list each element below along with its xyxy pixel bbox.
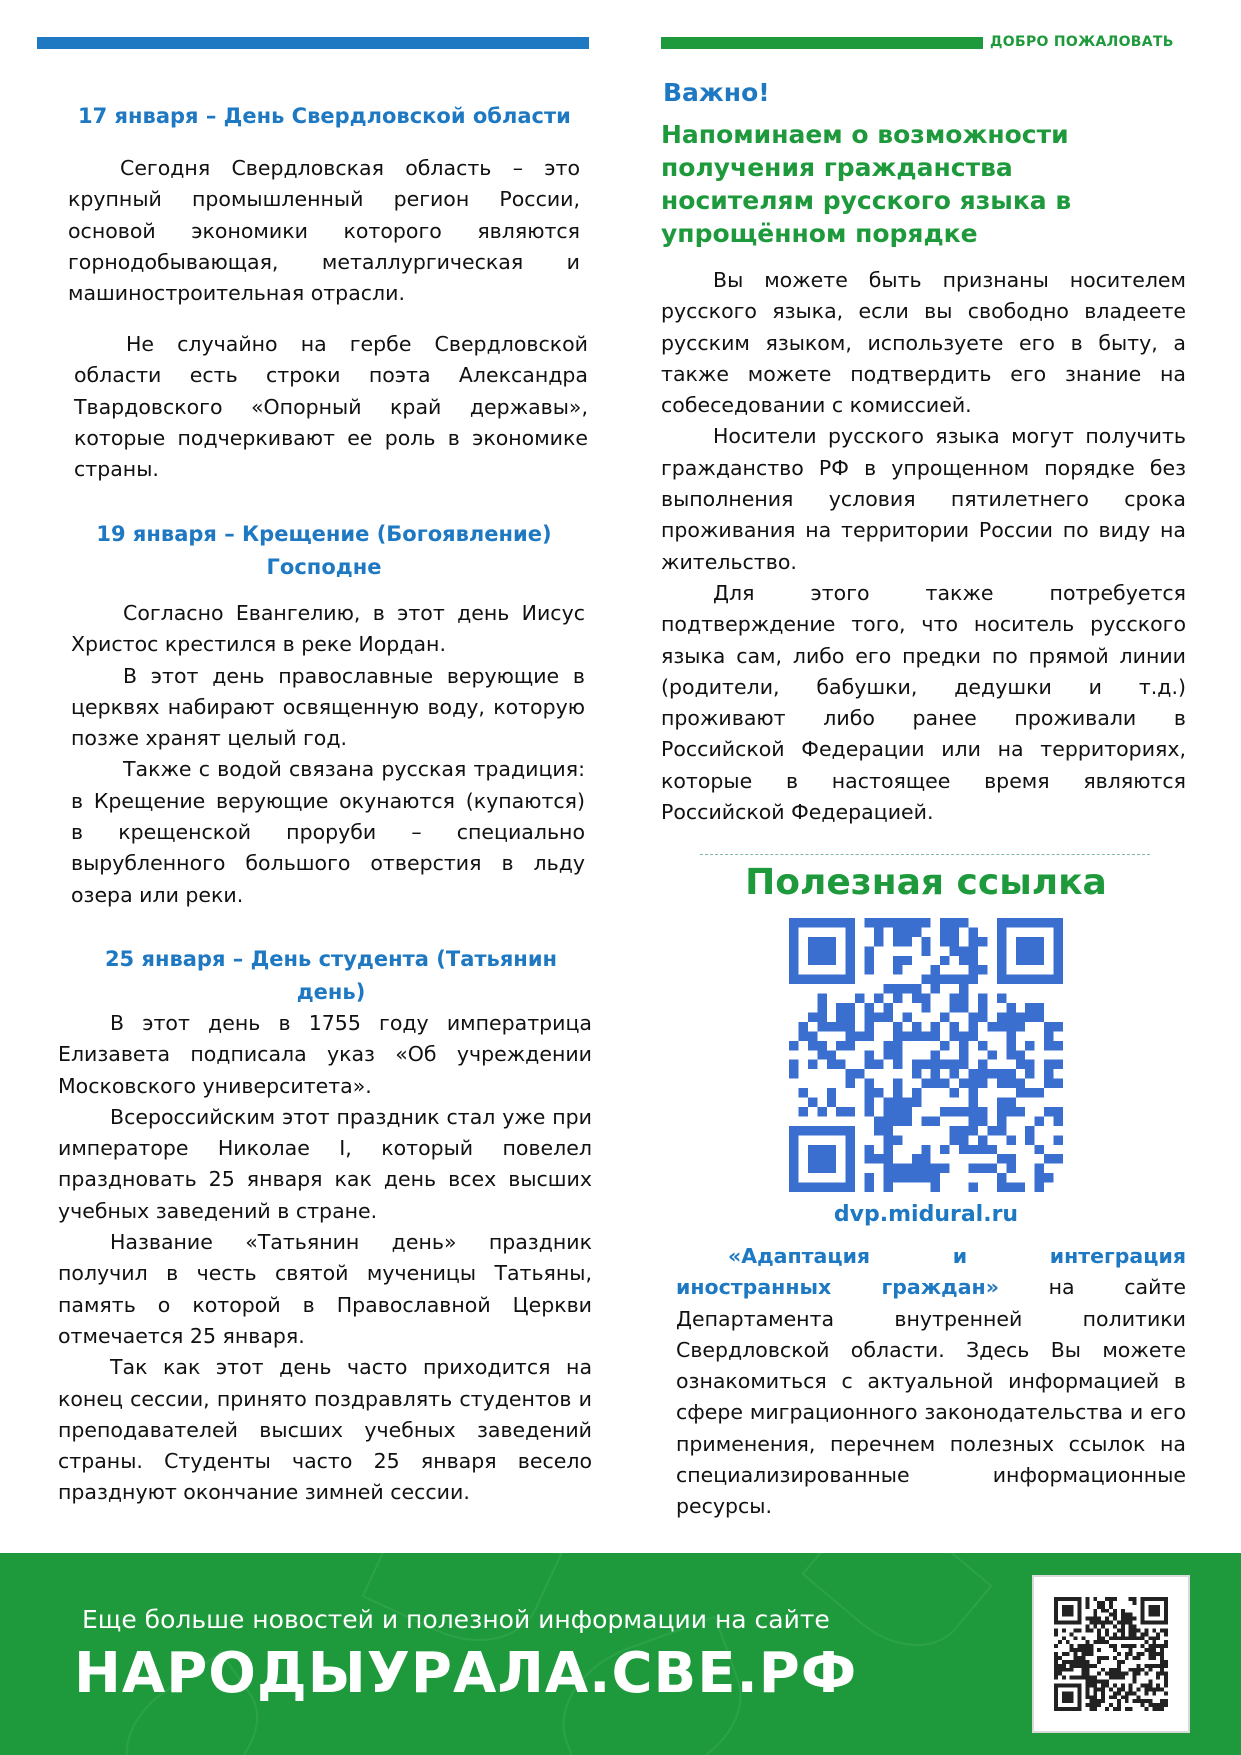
citizenship-body — [661, 265, 1186, 828]
footer-banner — [0, 1553, 1241, 1755]
section-heading: 25 января – День студента (Татьянин день) — [104, 947, 558, 1004]
section-baptism-body — [71, 598, 585, 911]
paragraph: Вы можете быть признаны носителем русского языка, если вы свободно владеете русским языком, используете его в быту, а также можете подтвердить его знание на собеседовании с комиссией. — [661, 268, 1186, 418]
qr-code-icon[interactable] — [789, 918, 1063, 1192]
welcome-label: ДОБРО ПОЖАЛОВАТЬ — [990, 34, 1174, 50]
section-heading: 19 января – Крещение (Богоявление) Господне — [96, 522, 552, 579]
section-sverdlovsk-p1 — [68, 153, 580, 309]
paragraph: Так как этот день часто приходится на конец сессии, принято поздравлять студентов и преподавателей высших учебных заведений страны. Студенты часто 25 января весело празднуют окончание зимней сессии. — [58, 1355, 592, 1505]
section-heading: 17 января – День Свердловской области — [78, 104, 571, 128]
section-student-body — [58, 1008, 592, 1509]
paragraph: Также с водой связана русская традиция: в Крещение верующие окунаются (купаются) в крещенской проруби – специально вырубленного большого отверстия в льду озера или реки. — [71, 757, 585, 907]
citizenship-title: Напоминаем о возможности получения гражданства носителям русского языка в упрощённом порядке — [661, 120, 1072, 248]
paragraph: Сегодня Свердловская область – это крупный промышленный регион России, основой экономики которого являются горнодобывающая, металлургическая и машиностроительная отрасли. — [68, 156, 580, 306]
header-bar-green — [661, 37, 983, 49]
header-bar-blue — [37, 37, 589, 49]
section-student-heading — [74, 943, 588, 1009]
section-sverdlovsk-day — [68, 100, 578, 133]
section-sverdlovsk-p2 — [74, 329, 588, 485]
useful-link-title: Полезная ссылка — [745, 862, 1107, 903]
paragraph: В этот день в 1755 году императрица Елизавета подписала указ «Об учреждении Московского университета». — [58, 1011, 592, 1098]
paragraph: Название «Татьянин день» праздник получил в честь святой мученицы Татьяны, память о которой в Православной Церкви отмечается 25 января. — [58, 1230, 592, 1348]
footer-qr-box — [1032, 1575, 1190, 1733]
footer-subtitle: Еще больше новостей и полезной информации на сайте — [82, 1605, 830, 1634]
paragraph: Носители русского языка могут получить гражданство РФ в упрощенном порядке без выполнения условия пятилетнего срока проживания на территории России по виду на жительство. — [661, 424, 1186, 574]
paragraph: Для этого также потребуется подтверждение того, что носитель русского языка сам, либо его предки по прямой линии (родители, бабушки, дедушки и т.д.) проживают либо ранее проживали в Российской Федерации или на территориях, которые в настоящее время являются Российской Федерацией. — [661, 580, 1186, 825]
paragraph: Всероссийским этот праздник стал уже при императоре Николае I, который повелел праздновать 25 января как день всех высших учебных заведений в стране. — [58, 1104, 592, 1223]
paragraph: В этот день православные верующие в церквях набирают освященную воду, которую позже хранят целый год. — [71, 663, 585, 751]
link-text: на сайте Департамента внутренней политики Свердловской области. Здесь Вы можете ознакомиться с актуальной информацией в сфере миграционного законодательства и его применения, перечнем полезных ссылок на специализированные информационные ресурсы. — [676, 1275, 1186, 1519]
paragraph: Согласно Евангелию, в этот день Иисус Христос крестился в реке Иордан. — [71, 601, 585, 657]
useful-link-description — [676, 1241, 1186, 1523]
paragraph — [676, 1241, 1186, 1523]
important-label: Важно! — [663, 78, 770, 107]
section-baptism-heading — [74, 518, 574, 584]
useful-link-url[interactable]: dvp.midural.ru — [833, 1202, 1019, 1227]
divider — [700, 854, 1150, 855]
qr-code-icon[interactable] — [1054, 1597, 1168, 1711]
footer-site-link[interactable]: НАРОДЫУРАЛА.СВЕ.РФ — [74, 1641, 858, 1706]
paragraph: Не случайно на гербе Свердловской области есть строки поэта Александра Твардовского «Опорный край державы», которые подчеркивают ее роль в экономике страны. — [74, 332, 588, 482]
link-title[interactable]: «Адаптация и интеграция иностранных граждан» — [676, 1244, 1186, 1300]
